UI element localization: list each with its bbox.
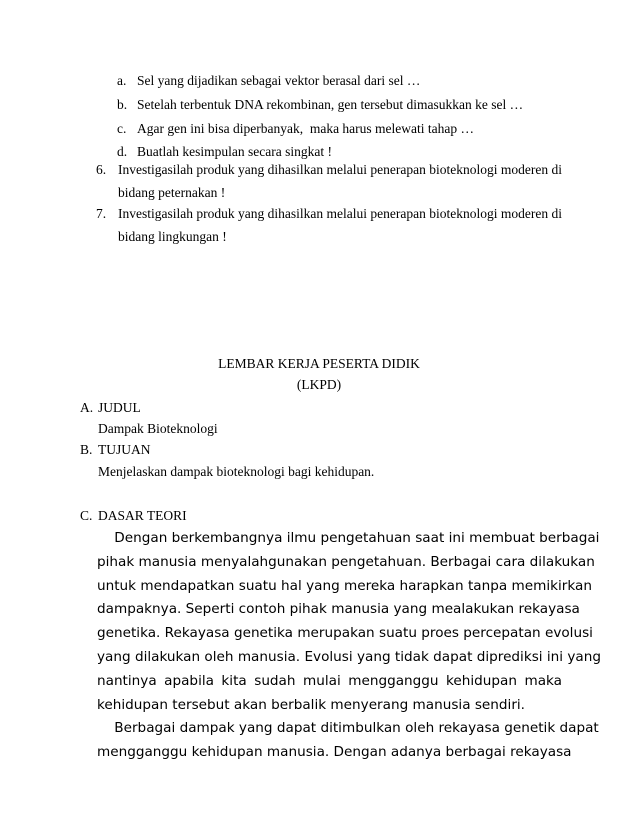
list-item xyxy=(117,97,523,113)
list-marker: b. xyxy=(117,97,128,112)
paragraph-line: kehidupan tersebut akan berbalik menyerang manusia sendiri. xyxy=(97,697,526,713)
section-heading: DASAR TEORI xyxy=(98,508,187,523)
section-body: Dampak Bioteknologi xyxy=(98,421,218,436)
section-heading: TUJUAN xyxy=(98,442,151,457)
list-item-text: Sel yang dijadikan sebagai vektor berasal dari sel … xyxy=(137,73,421,88)
paragraph-line: untuk mendapatkan suatu hal yang mereka harapkan tanpa memikirkan xyxy=(97,578,592,594)
paragraph-line: Dengan berkembangnya ilmu pengetahuan saat ini membuat berbagai xyxy=(97,530,600,546)
list-number: 6. xyxy=(96,162,107,177)
list-marker: d. xyxy=(117,144,128,159)
section-body: Menjelaskan dampak bioteknologi bagi kehidupan. xyxy=(98,464,375,479)
list-item-text: Setelah terbentuk DNA rekombinan, gen tersebut dimasukkan ke sel … xyxy=(137,97,524,112)
list-item xyxy=(117,144,332,160)
paragraph-line: pihak manusia menyalahgunakan pengetahuan. Berbagai cara dilakukan xyxy=(97,554,595,570)
section-heading: JUDUL xyxy=(98,400,141,415)
paragraph-line: genetika. Rekayasa genetika merupakan suatu proes percepatan evolusi xyxy=(97,625,593,641)
paragraph-line: Berbagai dampak yang dapat ditimbulkan oleh rekayasa genetik dapat xyxy=(97,720,599,736)
list-item-text: Agar gen ini bisa diperbanyak, maka harus melewati tahap … xyxy=(137,121,475,136)
document-subtitle: (LKPD) xyxy=(296,377,342,392)
list-item-text: Investigasilah produk yang dihasilkan melalui penerapan bioteknologi moderen di xyxy=(118,162,562,177)
paragraph-line: nantinya apabila kita sudah mulai mengganggu kehidupan maka xyxy=(97,673,562,689)
list-item xyxy=(117,73,420,89)
section-letter: B. xyxy=(80,442,93,457)
list-item-text: bidang peternakan ! xyxy=(118,185,226,200)
list-item-text: Investigasilah produk yang dihasilkan melalui penerapan bioteknologi moderen di xyxy=(118,206,562,221)
document-title: LEMBAR KERJA PESERTA DIDIK xyxy=(218,356,420,371)
section-letter: C. xyxy=(80,508,93,523)
list-item-text: Buatlah kesimpulan secara singkat ! xyxy=(137,144,332,159)
paragraph-line: yang dilakukan oleh manusia. Evolusi yang tidak dapat diprediksi ini yang xyxy=(97,649,601,665)
list-marker: c. xyxy=(117,121,127,136)
list-item xyxy=(117,121,474,137)
section-letter: A. xyxy=(80,400,94,415)
list-item-text: bidang lingkungan ! xyxy=(118,229,227,244)
paragraph-line: mengganggu kehidupan manusia. Dengan adanya berbagai rekayasa xyxy=(97,744,572,760)
paragraph-line: dampaknya. Seperti contoh pihak manusia yang mealakukan rekayasa xyxy=(97,601,580,617)
list-marker: a. xyxy=(117,73,127,88)
list-number: 7. xyxy=(96,206,107,221)
